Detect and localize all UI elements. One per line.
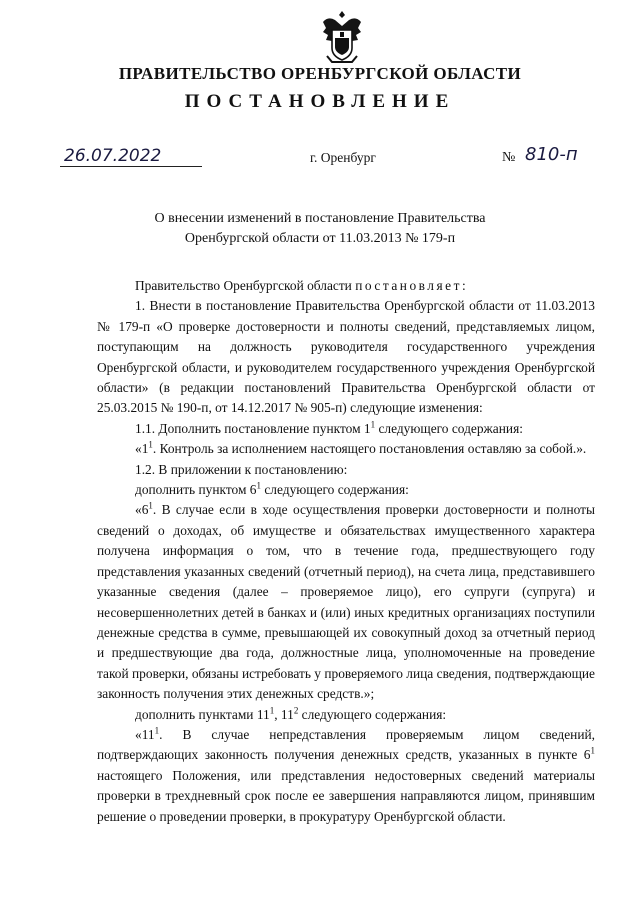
coat-of-arms-icon: [317, 8, 367, 66]
document-date: 26.07.2022: [64, 146, 162, 166]
paragraph-1-1: 1.1. Дополнить постановление пунктом $1^1$ следующего содержания:: [135, 419, 523, 436]
paragraph-1-2-add-6-1: дополнить пунктом $6^1$ следующего содержания:: [135, 480, 409, 498]
paragraph-1-2-add-11: дополнить пунктами $11^1$, $11^2$ следующего содержания:: [135, 705, 447, 722]
document-title-line-2: Оренбургской области от 11.03.2013 № 179-п: [184, 231, 456, 246]
document-number: 810-п: [525, 144, 578, 165]
document-city: г. Оренбург: [310, 150, 376, 165]
document-title-line-1: О внесении изменений в постановление Правительства: [154, 211, 486, 226]
document-body: [97, 276, 595, 827]
date-underline: [60, 166, 202, 167]
government-name: ПРАВИТЕЛЬСТВО ОРЕНБУРГСКОЙ ОБЛАСТИ: [118, 64, 522, 83]
paragraph-11-1-quote: «$11^1$. В случае непредставления проверяемым лицом сведений, подтверждающих законность получения денежных средств, указанных в пункте $6^1$ настоящего Положения, или представления недостоверных сведений материалы проверки в трехдневный срок после ее завершения направляются лицом, принявшим решение о проведении проверки, в прокуратуру Оренбургской области.: [97, 725, 595, 824]
paragraph-6-1-quote: «$6^1$. В случае если в ходе осуществления проверки достоверности и полноты сведений о доходах, об имуществе и обязательствах имущественного характера получена информация о том, что в течение года, предшествующего году представления указанных сведений (отчетный период), на счета лица, представившего указанные сведения (далее – проверяемое лицо), его супруги (супруга) и несовершеннолетних детей в банках и (или) иных кредитных организациях поступили денежные средства в сумме, превышающей их совокупный доход за отчетный период и предшествующие два года, должностные лица, уполномоченные на проведение такой проверки, обязаны истребовать у проверяемого лица сведения, подтверждающие законность получения этих денежных средств.»;: [97, 501, 595, 702]
paragraph-1-1-quote: «$1^1$. Контроль за исполнением настоящего постановления оставляю за собой.».: [135, 439, 587, 457]
preamble: Правительство Оренбургской области постановляет:: [135, 278, 466, 293]
paragraph-1: 1. Внести в постановление Правительства Оренбургской области от 11.03.2013 № 179-п «О проверке достоверности и полноты сведений, представляемых лицом, поступающим на должность руководителя государственного учреждения Оренбургской области, и руководителем государственного учреждения Оренбургской области» (в редакции постановлений Правительства Оренбургской области от 25.03.2015 № 190-п, от 14.12.2017 № 905-п) следующие изменения:: [97, 298, 595, 416]
number-sign: №: [502, 150, 516, 165]
paragraph-1-2: 1.2. В приложении к постановлению:: [135, 461, 348, 477]
document-type: ПОСТАНОВЛЕНИЕ: [184, 91, 456, 112]
